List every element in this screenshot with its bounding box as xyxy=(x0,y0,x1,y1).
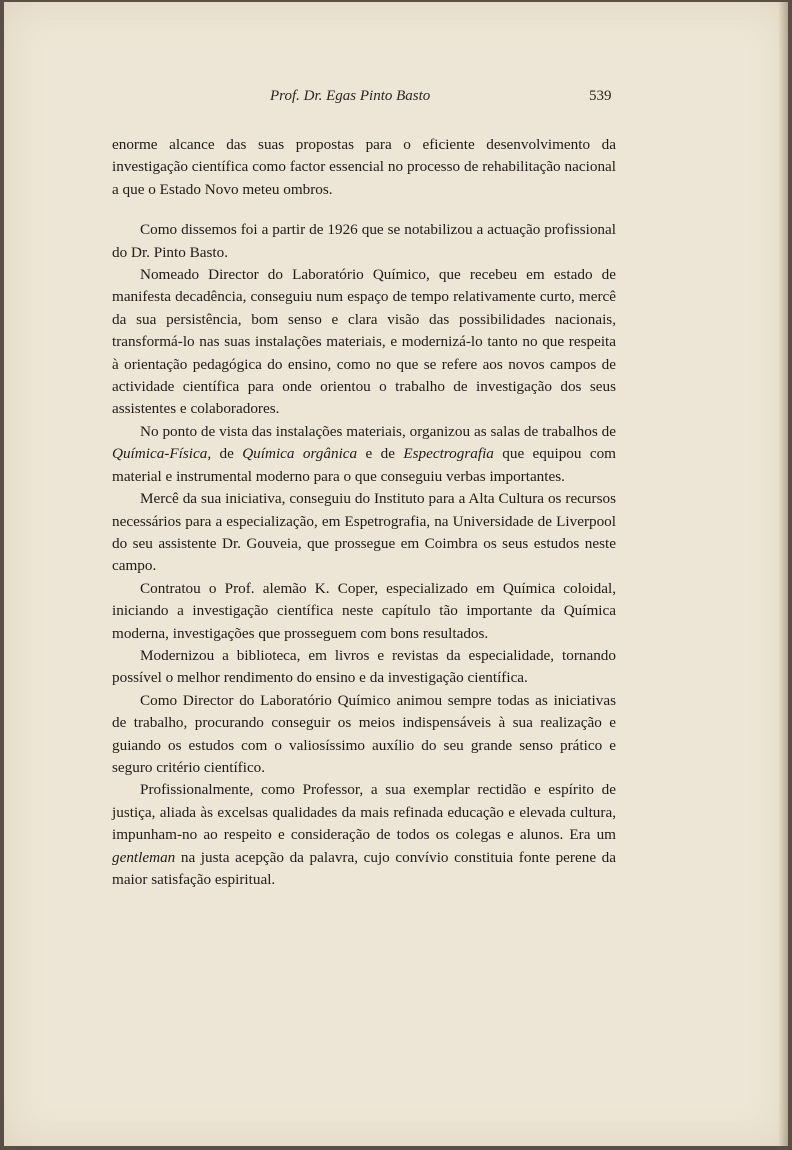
text-run: Profissionalmente, como Professor, a sua exemplar rectidão e espírito de justiça, aliada às excelsas qualidades da mais refinada educação e elevada cultura, impunham-no ao respeito e consideração de todos os colegas e alunos. Era um xyxy=(112,781,616,844)
text-run: No ponto de vista das instalações materiais, organizou as salas de trabalhos de xyxy=(140,422,616,440)
text-run: e de xyxy=(357,445,404,463)
paragraph: Mercê da sua iniciativa, conseguiu do Instituto para a Alta Cultura os recursos necessários para a especialização, em Espetrografia, na Universidade de Liverpool do seu assistente Dr. Gouveia, que prossegue em Coimbra os seus estudos neste campo. xyxy=(112,490,616,575)
paragraph-installations xyxy=(112,421,616,488)
paragraph-continuation: enorme alcance das suas propostas para o eficiente desenvolvimento da investigação científica como factor essencial no processo de rehabilitação nacional a que o Estado Novo meteu ombros. xyxy=(112,136,616,198)
italic-term: gentleman xyxy=(112,848,176,866)
italic-term: Química-Física, xyxy=(112,445,212,463)
paragraph: Contratou o Prof. alemão K. Coper, especializado em Química coloidal, iniciando a investigação científica neste capítulo tão importante da Química moderna, investigações que prosseguem com bons resultados. xyxy=(112,579,616,642)
page-edge-shadow xyxy=(778,2,788,1146)
book-page xyxy=(4,2,788,1146)
body-text xyxy=(112,134,616,891)
italic-term: Espectrografia xyxy=(403,445,494,463)
italic-term: Química orgânica xyxy=(242,445,358,463)
paragraph: Modernizou a biblioteca, em livros e revistas da especialidade, tornando possível o melhor rendimento do ensino e da investigação científica. xyxy=(112,646,616,687)
paragraph-professor xyxy=(112,779,616,891)
text-run: de xyxy=(211,445,243,463)
page-number: 539 xyxy=(589,88,612,104)
paragraph: Nomeado Director do Laboratório Químico, que recebeu em estado de manifesta decadência, conseguiu num espaço de tempo relativamente curto, mercê da sua persistência, bom senso e clara visão das possibilidades nacionais, transformá-lo nas suas instalações materiais, e modernizá-lo tanto no que respeita à orientação pedagógica do ensino, como no que se refere aos novos campos de actividade científica para onde orientou o trabalho de investigação dos seus assistentes e colaboradores. xyxy=(112,266,616,418)
paragraph: Como dissemos foi a partir de 1926 que se notabilizou a actuação profissional do Dr. Pinto Basto. xyxy=(112,221,616,261)
text-run: na justa acepção da palavra, cujo convívio constituia fonte perene da maior satisfação espiritual. xyxy=(112,848,616,888)
running-title: Prof. Dr. Egas Pinto Basto xyxy=(270,88,431,104)
text-run: que equipou com material e instrumental moderno para o que conseguiu verbas importantes. xyxy=(112,445,616,485)
paragraph: Como Director do Laboratório Químico animou sempre todas as iniciativas de trabalho, procurando conseguir os meios indispensáveis à sua realização e guiando os estudos com o valiosíssimo auxílio do seu grande senso prático e seguro critério científico. xyxy=(112,691,616,776)
